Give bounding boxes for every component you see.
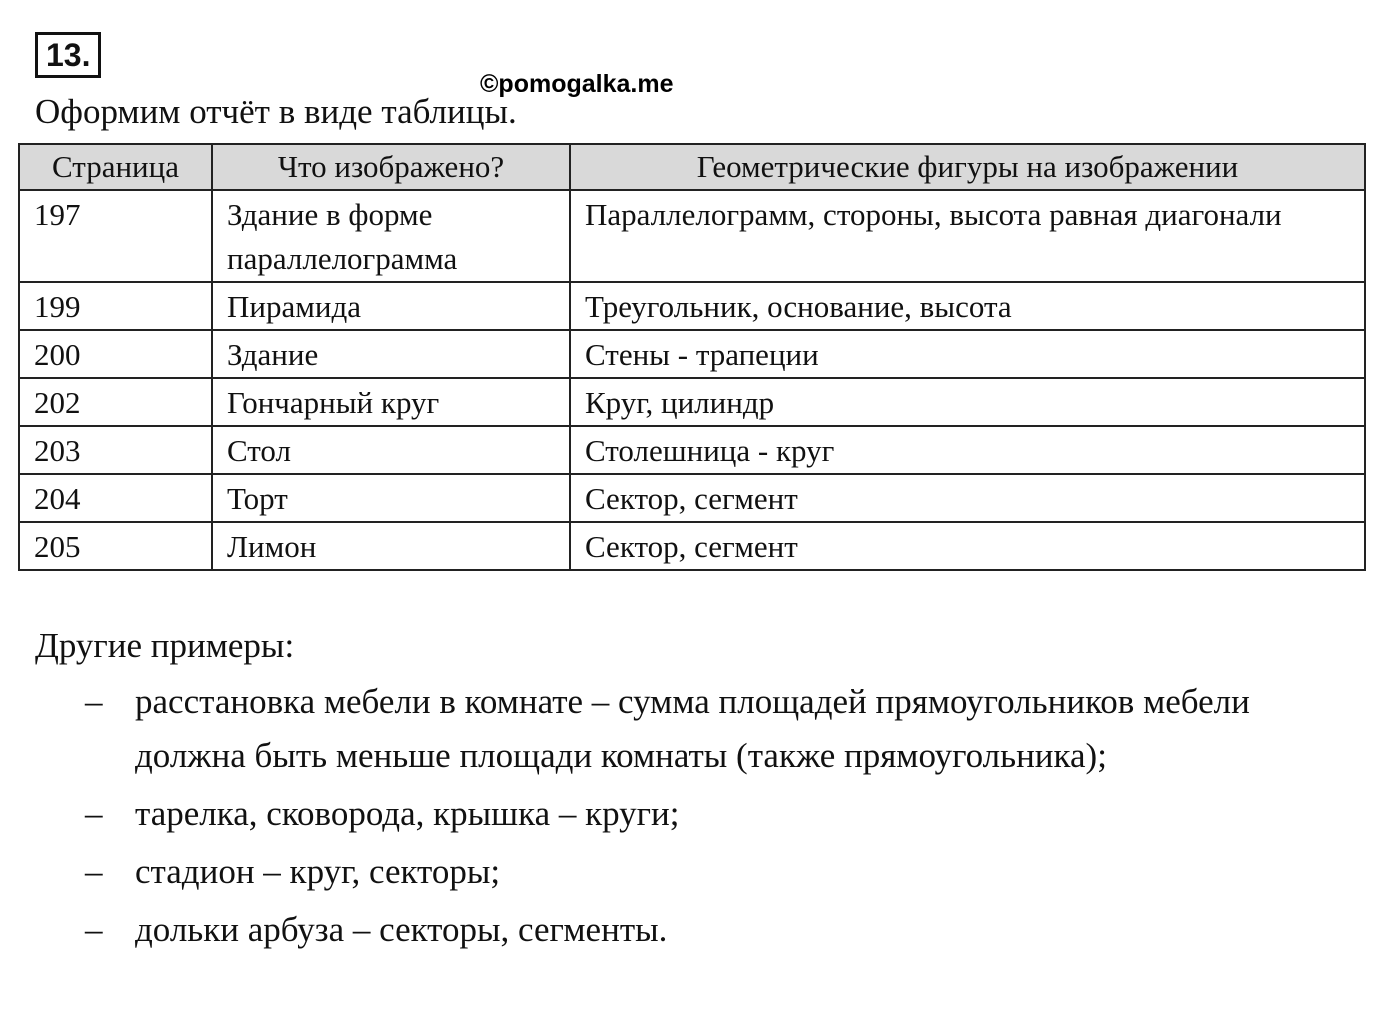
- cell-page: 202: [19, 378, 212, 426]
- cell-shapes: Параллелограмм, стороны, высота равная диагонали: [570, 190, 1365, 282]
- cell-page: 204: [19, 474, 212, 522]
- cell-what: Лимон: [212, 522, 570, 570]
- cell-what: Здание: [212, 330, 570, 378]
- cell-what: Гончарный круг: [212, 378, 570, 426]
- table-row: [19, 330, 1365, 378]
- table-row: [19, 474, 1365, 522]
- cell-page: 200: [19, 330, 212, 378]
- cell-shapes: Столешница - круг: [570, 426, 1365, 474]
- dash-bullet: –: [85, 910, 103, 949]
- dash-bullet: –: [85, 852, 103, 891]
- intro-text: Оформим отчёт в виде таблицы.: [35, 92, 517, 131]
- cell-page: 203: [19, 426, 212, 474]
- cell-page: 199: [19, 282, 212, 330]
- task-number: 13.: [35, 32, 101, 78]
- list-item: [0, 845, 1400, 899]
- list-item-text: тарелка, сковорода, крышка – круги;: [135, 794, 680, 833]
- table-row: [19, 282, 1365, 330]
- cell-page: 205: [19, 522, 212, 570]
- table-row: [19, 378, 1365, 426]
- cell-what: Здание в форме параллелограмма: [212, 190, 570, 282]
- watermark: ©pomogalka.me: [480, 70, 674, 98]
- other-examples-title: Другие примеры:: [35, 626, 295, 665]
- report-table: [18, 143, 1366, 571]
- cell-shapes: Треугольник, основание, высота: [570, 282, 1365, 330]
- table-row: [19, 426, 1365, 474]
- header-shapes: Геометрические фигуры на изображении: [570, 144, 1365, 190]
- list-item: [0, 675, 1400, 783]
- cell-shapes: Стены - трапеции: [570, 330, 1365, 378]
- dash-bullet: –: [85, 794, 103, 833]
- table-row: [19, 190, 1365, 282]
- cell-shapes: Сектор, сегмент: [570, 522, 1365, 570]
- table-header-row: [19, 144, 1365, 190]
- cell-what: Торт: [212, 474, 570, 522]
- list-item: [0, 787, 1400, 841]
- table-row: [19, 522, 1365, 570]
- cell-what: Пирамида: [212, 282, 570, 330]
- cell-page: 197: [19, 190, 212, 282]
- cell-shapes: Круг, цилиндр: [570, 378, 1365, 426]
- list-item-text: стадион – круг, секторы;: [135, 852, 501, 891]
- header-what: Что изображено?: [212, 144, 570, 190]
- dash-bullet: –: [85, 682, 103, 721]
- list-item-text: расстановка мебели в комнате – сумма площадей прямоугольников мебели должна быть меньше площади комнаты (также прямоугольника);: [135, 682, 1250, 775]
- cell-shapes: Сектор, сегмент: [570, 474, 1365, 522]
- examples-list: [0, 675, 1400, 961]
- list-item-text: дольки арбуза – секторы, сегменты.: [135, 910, 668, 949]
- header-page: Страница: [19, 144, 212, 190]
- list-item: [0, 903, 1400, 957]
- cell-what: Стол: [212, 426, 570, 474]
